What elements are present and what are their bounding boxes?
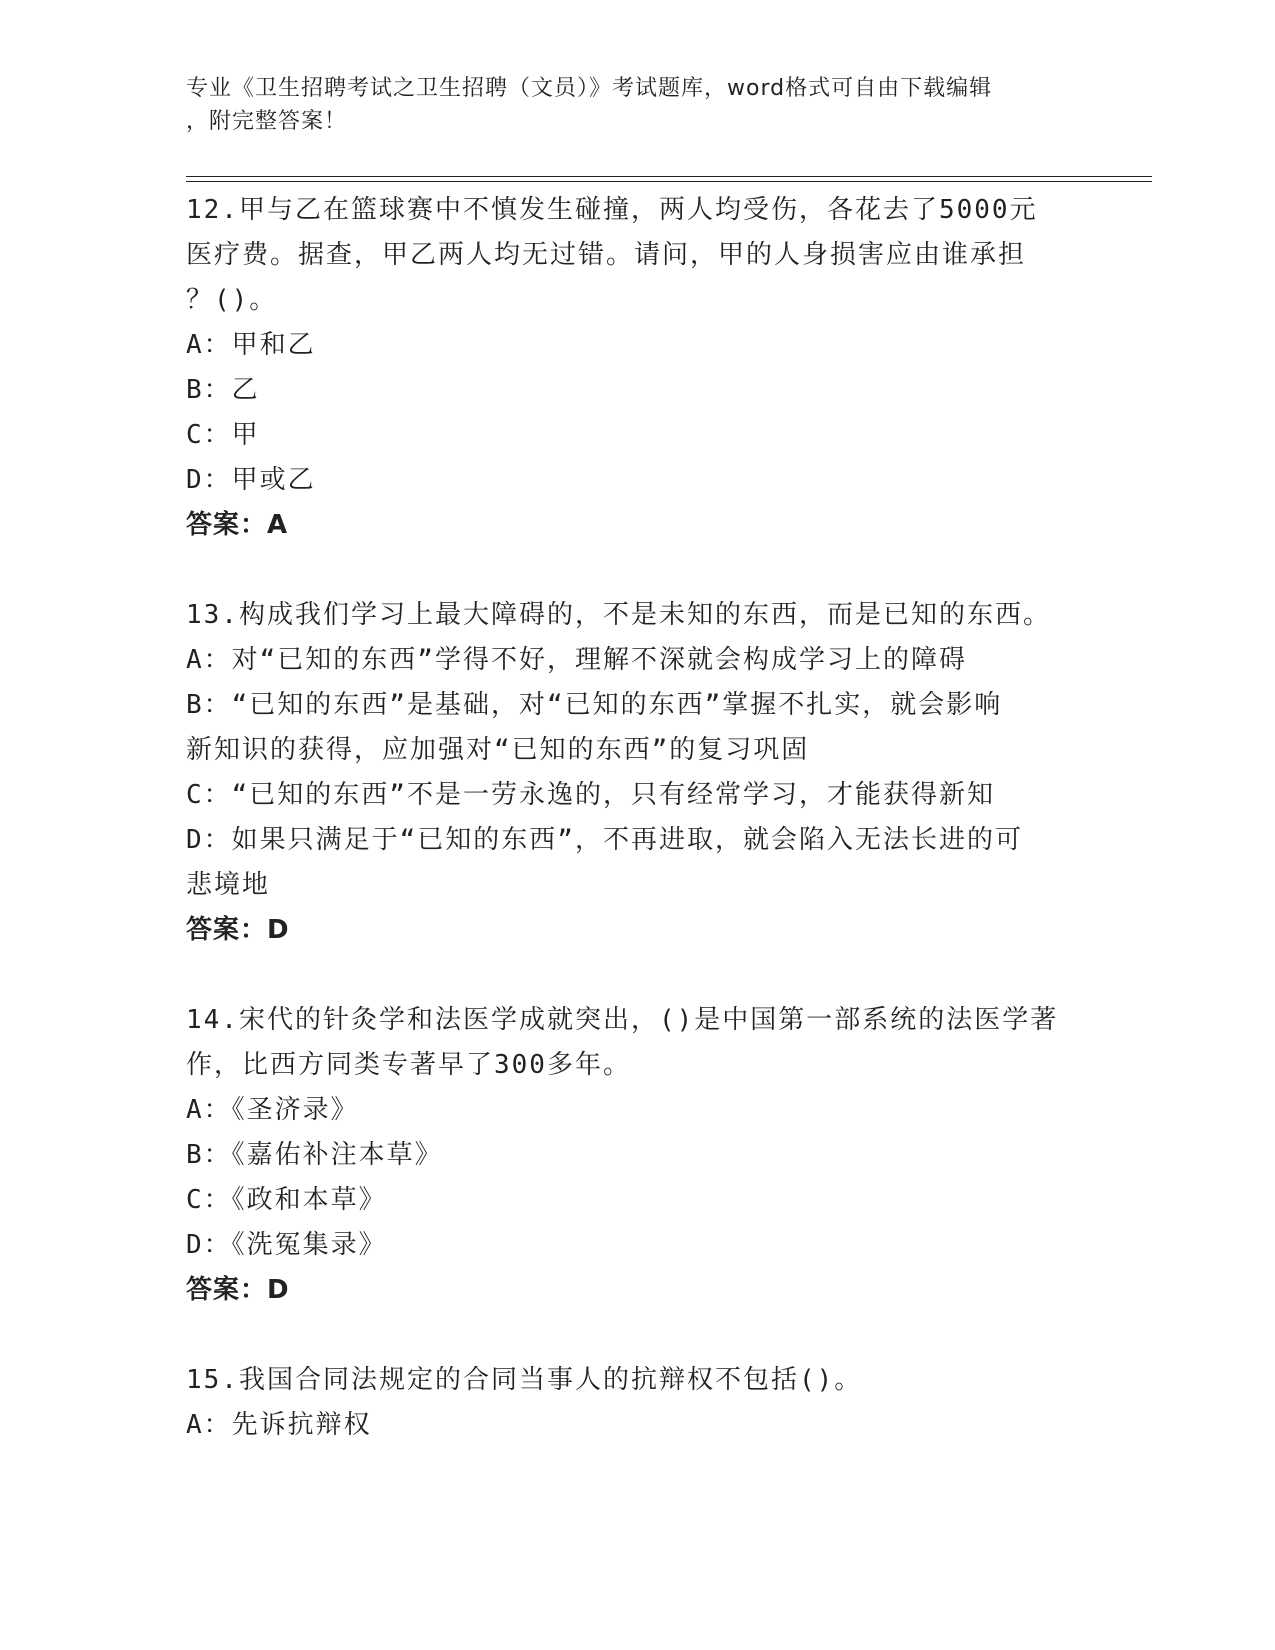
option-d: D：《洗冤集录》 bbox=[186, 1230, 387, 1260]
question-text-line: 13.构成我们学习上最大障碍的，不是未知的东西，而是已知的东西。 bbox=[186, 600, 1051, 630]
question-list bbox=[186, 188, 1086, 1448]
question-spacer bbox=[186, 548, 1086, 593]
option-a: A：甲和乙 bbox=[186, 330, 316, 360]
question-spacer bbox=[186, 1313, 1086, 1358]
header-line-2: ，附完整答案！ bbox=[186, 109, 348, 134]
option-c: C：《政和本草》 bbox=[186, 1185, 387, 1215]
answer-label: 答案：A bbox=[186, 510, 289, 540]
option-b: B：《嘉佑补注本草》 bbox=[186, 1140, 443, 1170]
answer-label: 答案：D bbox=[186, 1275, 290, 1305]
question-13 bbox=[186, 593, 1086, 998]
option-d-continued: 悲境地 bbox=[186, 870, 271, 900]
option-c: C：“已知的东西”不是一劳永逸的，只有经常学习，才能获得新知 bbox=[186, 780, 995, 810]
question-12 bbox=[186, 188, 1086, 593]
question-14 bbox=[186, 998, 1086, 1358]
question-15 bbox=[186, 1358, 1086, 1448]
option-b: B：“已知的东西”是基础，对“已知的东西”掌握不扎实，就会影响 bbox=[186, 690, 1003, 720]
question-text-line: 14.宋代的针灸学和法医学成就突出，()是中国第一部系统的法医学著 bbox=[186, 1005, 1059, 1035]
option-c: C：甲 bbox=[186, 420, 260, 450]
option-a: A：先诉抗辩权 bbox=[186, 1410, 372, 1440]
question-text-line: 15.我国合同法规定的合同当事人的抗辩权不包括()。 bbox=[186, 1365, 863, 1395]
document-header bbox=[186, 72, 1066, 138]
option-d: D：如果只满足于“已知的东西”，不再进取，就会陷入无法长进的可 bbox=[186, 825, 1023, 855]
option-b-continued: 新知识的获得，应加强对“已知的东西”的复习巩固 bbox=[186, 735, 810, 765]
option-d: D：甲或乙 bbox=[186, 465, 316, 495]
answer-label: 答案：D bbox=[186, 915, 290, 945]
header-divider-top bbox=[186, 176, 1152, 177]
header-divider-bottom bbox=[186, 181, 1152, 182]
question-text-line: 12.甲与乙在篮球赛中不慎发生碰撞，两人均受伤，各花去了5000元 bbox=[186, 195, 1038, 225]
option-a: A：对“已知的东西”学得不好，理解不深就会构成学习上的障碍 bbox=[186, 645, 967, 675]
question-text-line: 医疗费。据查，甲乙两人均无过错。请问，甲的人身损害应由谁承担 bbox=[186, 240, 1027, 270]
option-b: B：乙 bbox=[186, 375, 260, 405]
option-a: A：《圣济录》 bbox=[186, 1095, 359, 1125]
header-line-1: 专业《卫生招聘考试之卫生招聘（文员）》考试题库，word格式可自由下载编辑 bbox=[186, 76, 993, 101]
question-text-line: ？()。 bbox=[186, 285, 278, 315]
question-spacer bbox=[186, 953, 1086, 998]
question-text-line: 作，比西方同类专著早了300多年。 bbox=[186, 1050, 631, 1080]
